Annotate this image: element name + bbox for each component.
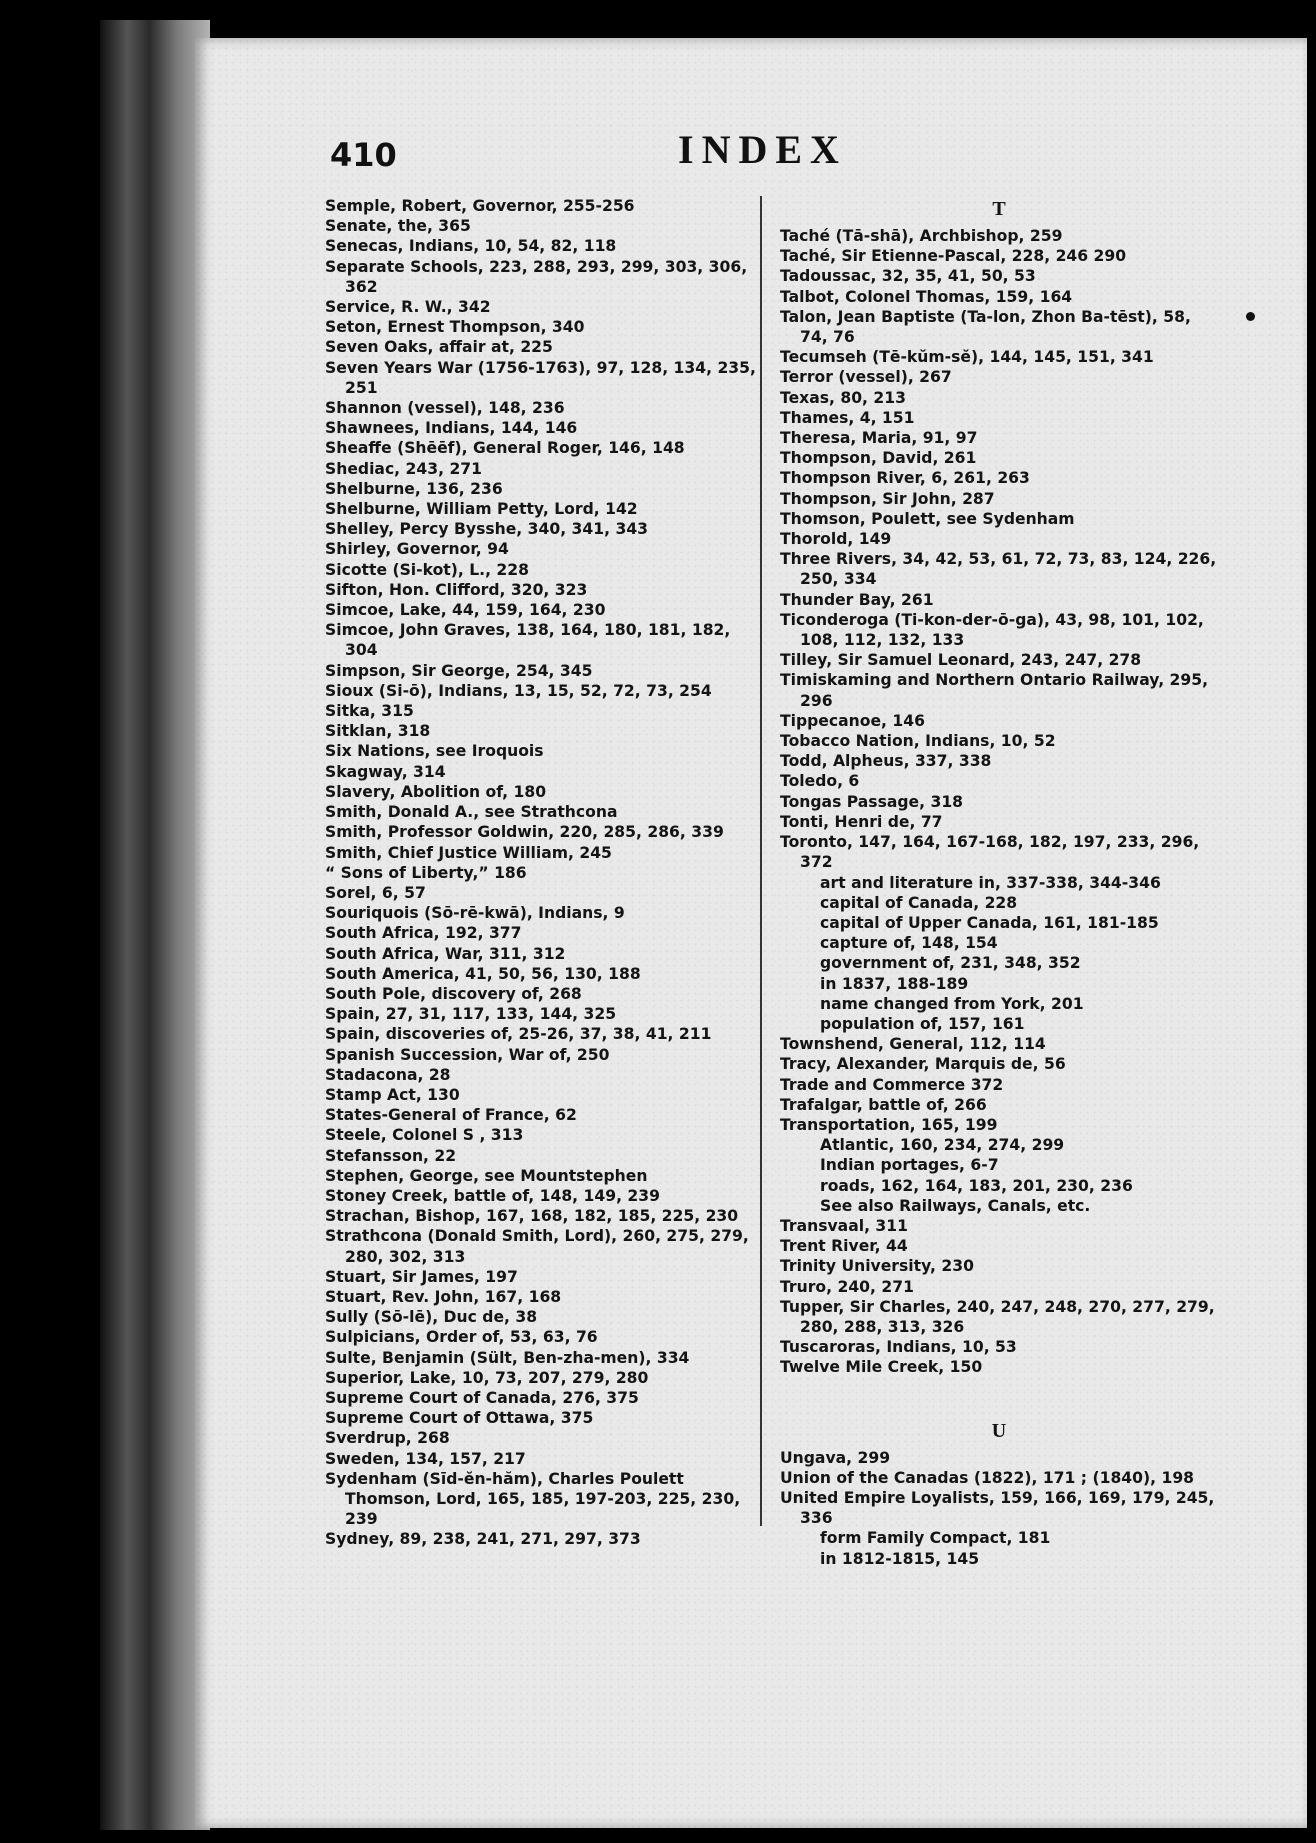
- scan-binding-edge: [100, 20, 210, 1830]
- index-entry: Tadoussac, 32, 35, 41, 50, 53: [780, 267, 1036, 286]
- index-subentry: population of, 157, 161: [820, 1014, 1025, 1033]
- index-subentry: Atlantic, 160, 234, 274, 299: [820, 1136, 1065, 1155]
- index-entry: Sulpicians, Order of, 53, 63, 76: [325, 1328, 598, 1347]
- index-entry: Souriquois (Sō-rē-kwā), Indians, 9: [325, 904, 625, 923]
- index-entry: Simcoe, John Graves, 138, 164, 180, 181, 182, 304: [325, 621, 731, 660]
- index-entry: Seven Years War (1756-1763), 97, 128, 134, 235, 251: [325, 358, 756, 397]
- index-entry: Separate Schools, 223, 288, 293, 299, 303, 306, 362: [325, 257, 748, 296]
- index-entry: Six Nations, see Iroquois: [325, 742, 544, 761]
- index-entry: Tracy, Alexander, Marquis de, 56: [780, 1055, 1066, 1074]
- index-column-left: [325, 196, 763, 1550]
- index-entry: Truro, 240, 271: [780, 1277, 914, 1296]
- index-entry: Spanish Succession, War of, 250: [325, 1045, 610, 1064]
- index-entry: Shelley, Percy Bysshe, 340, 341, 343: [325, 520, 649, 539]
- index-entry: Townshend, General, 112, 114: [780, 1035, 1046, 1054]
- index-entry: Transvaal, 311: [780, 1216, 908, 1235]
- index-subentry: in 1812-1815, 145: [820, 1549, 980, 1568]
- index-entry: Trafalgar, battle of, 266: [780, 1095, 987, 1114]
- index-entry: Toronto, 147, 164, 167-168, 182, 197, 233, 296, 372: [780, 833, 1200, 872]
- index-entry: Trent River, 44: [780, 1237, 908, 1256]
- index-subentry: name changed from York, 201: [820, 994, 1084, 1013]
- index-entry: Steele, Colonel S , 313: [325, 1126, 524, 1145]
- margin-dot-mark: [1246, 312, 1255, 321]
- index-entry: States-General of France, 62: [325, 1106, 577, 1125]
- index-entry: Tecumseh (Tē-kŭm-sĕ), 144, 145, 151, 341: [780, 348, 1154, 367]
- index-entry: Transportation, 165, 199: [780, 1115, 998, 1134]
- index-entry: Texas, 80, 213: [780, 388, 906, 407]
- index-entry: Theresa, Maria, 91, 97: [780, 429, 978, 448]
- index-entry: Ungava, 299: [780, 1448, 891, 1467]
- section-letter-u: U: [991, 1419, 1007, 1442]
- index-subentry: form Family Compact, 181: [820, 1529, 1051, 1548]
- index-entry: Stadacona, 28: [325, 1065, 451, 1084]
- index-entry: Thompson, David, 261: [780, 449, 977, 468]
- index-entry: Stuart, Rev. John, 167, 168: [325, 1287, 562, 1306]
- index-entry: South Africa, War, 311, 312: [325, 944, 566, 963]
- section-letter-t: T: [992, 198, 1006, 220]
- index-entry: Tonti, Henri de, 77: [780, 812, 943, 831]
- index-entry: Senate, the, 365: [325, 217, 471, 236]
- index-entry: Ticonderoga (Ti-kon-der-ō-ga), 43, 98, 101, 102, 108, 112, 132, 133: [780, 610, 1204, 650]
- index-entry: Tippecanoe, 146: [780, 711, 925, 730]
- index-entry: Stefansson, 22: [325, 1146, 457, 1165]
- index-entry: Three Rivers, 34, 42, 53, 61, 72, 73, 83, 124, 226, 250, 334: [780, 550, 1217, 589]
- index-entry: Shannon (vessel), 148, 236: [325, 399, 565, 418]
- index-entry: Strachan, Bishop, 167, 168, 182, 185, 225, 230: [325, 1207, 739, 1226]
- index-entry: Shawnees, Indians, 144, 146: [325, 419, 578, 438]
- index-entry: Sitklan, 318: [325, 722, 431, 741]
- index-subentry: art and literature in, 337-338, 344-346: [820, 873, 1161, 892]
- index-entry: Sorel, 6, 57: [325, 883, 426, 902]
- index-subentry: See also Railways, Canals, etc.: [820, 1196, 1091, 1215]
- index-entry: Simpson, Sir George, 254, 345: [325, 661, 593, 680]
- index-entry: Stuart, Sir James, 197: [325, 1267, 518, 1286]
- index-entry: Todd, Alpheus, 337, 338: [780, 752, 992, 771]
- index-entry: Sitka, 315: [325, 702, 414, 721]
- index-entry: Sifton, Hon. Clifford, 320, 323: [325, 580, 588, 599]
- index-entry: Senecas, Indians, 10, 54, 82, 118: [325, 237, 617, 256]
- index-entry: Superior, Lake, 10, 73, 207, 279, 280: [325, 1368, 649, 1387]
- index-entry: Tongas Passage, 318: [780, 792, 964, 811]
- index-entry: Sverdrup, 268: [325, 1429, 450, 1448]
- index-entry: Talbot, Colonel Thomas, 159, 164: [780, 287, 1073, 306]
- index-entry: Supreme Court of Ottawa, 375: [325, 1409, 594, 1428]
- index-entry: Thames, 4, 151: [780, 408, 915, 427]
- index-entry: South America, 41, 50, 56, 130, 188: [325, 964, 641, 983]
- index-entry: Spain, discoveries of, 25-26, 37, 38, 41, 211: [325, 1025, 712, 1044]
- index-entry: Stephen, George, see Mountstephen: [325, 1166, 648, 1185]
- index-entry: Sweden, 134, 157, 217: [325, 1449, 526, 1468]
- index-entry: Shediac, 243, 271: [325, 459, 482, 478]
- index-entry: Slavery, Abolition of, 180: [325, 782, 547, 801]
- index-entry: Shirley, Governor, 94: [325, 540, 509, 559]
- index-entry: Tobacco Nation, Indians, 10, 52: [780, 732, 1056, 751]
- index-entry: Toledo, 6: [780, 772, 860, 791]
- index-entry: Tilley, Sir Samuel Leonard, 243, 247, 278: [780, 651, 1142, 670]
- index-entry: Smith, Professor Goldwin, 220, 285, 286, 339: [325, 823, 724, 842]
- index-entry: Sully (Sō-lē), Duc de, 38: [325, 1308, 538, 1327]
- index-entry: Talon, Jean Baptiste (Ta-lon, Zhon Ba-tēst), 58, 74, 76: [780, 307, 1191, 347]
- index-entry: Shelburne, William Petty, Lord, 142: [325, 500, 638, 519]
- index-entry: “ Sons of Liberty,” 186: [325, 863, 527, 882]
- index-entry: Tupper, Sir Charles, 240, 247, 248, 270, 277, 279, 280, 288, 313, 326: [780, 1297, 1215, 1336]
- section-t-entries: [780, 226, 1218, 1378]
- index-subentry: capital of Upper Canada, 161, 181-185: [820, 913, 1159, 932]
- index-entry: Union of the Canadas (1822), 171 ; (1840), 198: [780, 1468, 1195, 1487]
- index-subentry: government of, 231, 348, 352: [820, 954, 1081, 973]
- index-entry: Thorold, 149: [780, 530, 892, 549]
- page-number: 410: [330, 136, 397, 174]
- index-entry: Strathcona (Donald Smith, Lord), 260, 275, 279, 280, 302, 313: [325, 1227, 749, 1266]
- index-entry: Stoney Creek, battle of, 148, 149, 239: [325, 1186, 660, 1205]
- index-entry: Tuscaroras, Indians, 10, 53: [780, 1338, 1017, 1357]
- index-entry: Thunder Bay, 261: [780, 590, 934, 609]
- index-entry: Trade and Commerce 372: [780, 1075, 1004, 1094]
- index-entry: Seven Oaks, affair at, 225: [325, 338, 553, 357]
- index-entry: Twelve Mile Creek, 150: [780, 1358, 983, 1377]
- index-entry: Thomson, Poulett, see Sydenham: [780, 509, 1075, 528]
- index-entry: Sydney, 89, 238, 241, 271, 297, 373: [325, 1530, 641, 1549]
- index-entry: Sioux (Si-ō), Indians, 13, 15, 52, 72, 73, 254: [325, 681, 712, 700]
- index-entry: Thompson, Sir John, 287: [780, 489, 995, 508]
- index-entry: Skagway, 314: [325, 762, 446, 781]
- index-entry: Thompson River, 6, 261, 263: [780, 469, 1030, 488]
- index-entry: Supreme Court of Canada, 276, 375: [325, 1388, 639, 1407]
- section-u-entries: [780, 1448, 1218, 1569]
- index-entry: Timiskaming and Northern Ontario Railway, 295, 296: [780, 671, 1209, 710]
- index-entry: Semple, Robert, Governor, 255-256: [325, 197, 635, 215]
- index-subentry: roads, 162, 164, 183, 201, 230, 236: [820, 1176, 1133, 1195]
- index-entry: Smith, Donald A., see Strathcona: [325, 803, 618, 822]
- index-entry: Seton, Ernest Thompson, 340: [325, 318, 585, 337]
- index-entry: Trinity University, 230: [780, 1257, 974, 1276]
- index-entry: Sheaffe (Shēēf), General Roger, 146, 148: [325, 439, 685, 458]
- index-subentry: in 1837, 188-189: [820, 974, 969, 993]
- index-entry: Sicotte (Si-kot), L., 228: [325, 560, 529, 579]
- index-entry: South Africa, 192, 377: [325, 924, 522, 943]
- index-column-right: [780, 196, 1218, 1569]
- index-entry: Stamp Act, 130: [325, 1085, 460, 1104]
- index-entry: Smith, Chief Justice William, 245: [325, 843, 612, 862]
- index-subentry: capital of Canada, 228: [820, 893, 1018, 912]
- index-entry: Taché, Sir Etienne-Pascal, 228, 246 290: [780, 247, 1127, 266]
- index-entry: Taché (Tā-shā), Archbishop, 259: [780, 227, 1063, 245]
- index-entry: Simcoe, Lake, 44, 159, 164, 230: [325, 601, 606, 620]
- index-entry: Terror (vessel), 267: [780, 368, 952, 387]
- index-entry: South Pole, discovery of, 268: [325, 984, 582, 1003]
- index-subentry: Indian portages, 6-7: [820, 1156, 999, 1175]
- index-entry: Shelburne, 136, 236: [325, 479, 503, 498]
- index-entry: Spain, 27, 31, 117, 133, 144, 325: [325, 1005, 617, 1024]
- index-entry: United Empire Loyalists, 159, 166, 169, 179, 245, 336: [780, 1488, 1215, 1528]
- index-entry: Sulte, Benjamin (Sült, Ben-zha-men), 334: [325, 1348, 690, 1367]
- index-subentry: capture of, 148, 154: [820, 934, 998, 953]
- index-entry: Sydenham (Sīd-ĕn-hăm), Charles Poulett Thomson, Lord, 165, 185, 197-203, 225, 230, 239: [325, 1469, 741, 1529]
- index-entry: Service, R. W., 342: [325, 298, 491, 317]
- running-head: INDEX: [678, 127, 847, 172]
